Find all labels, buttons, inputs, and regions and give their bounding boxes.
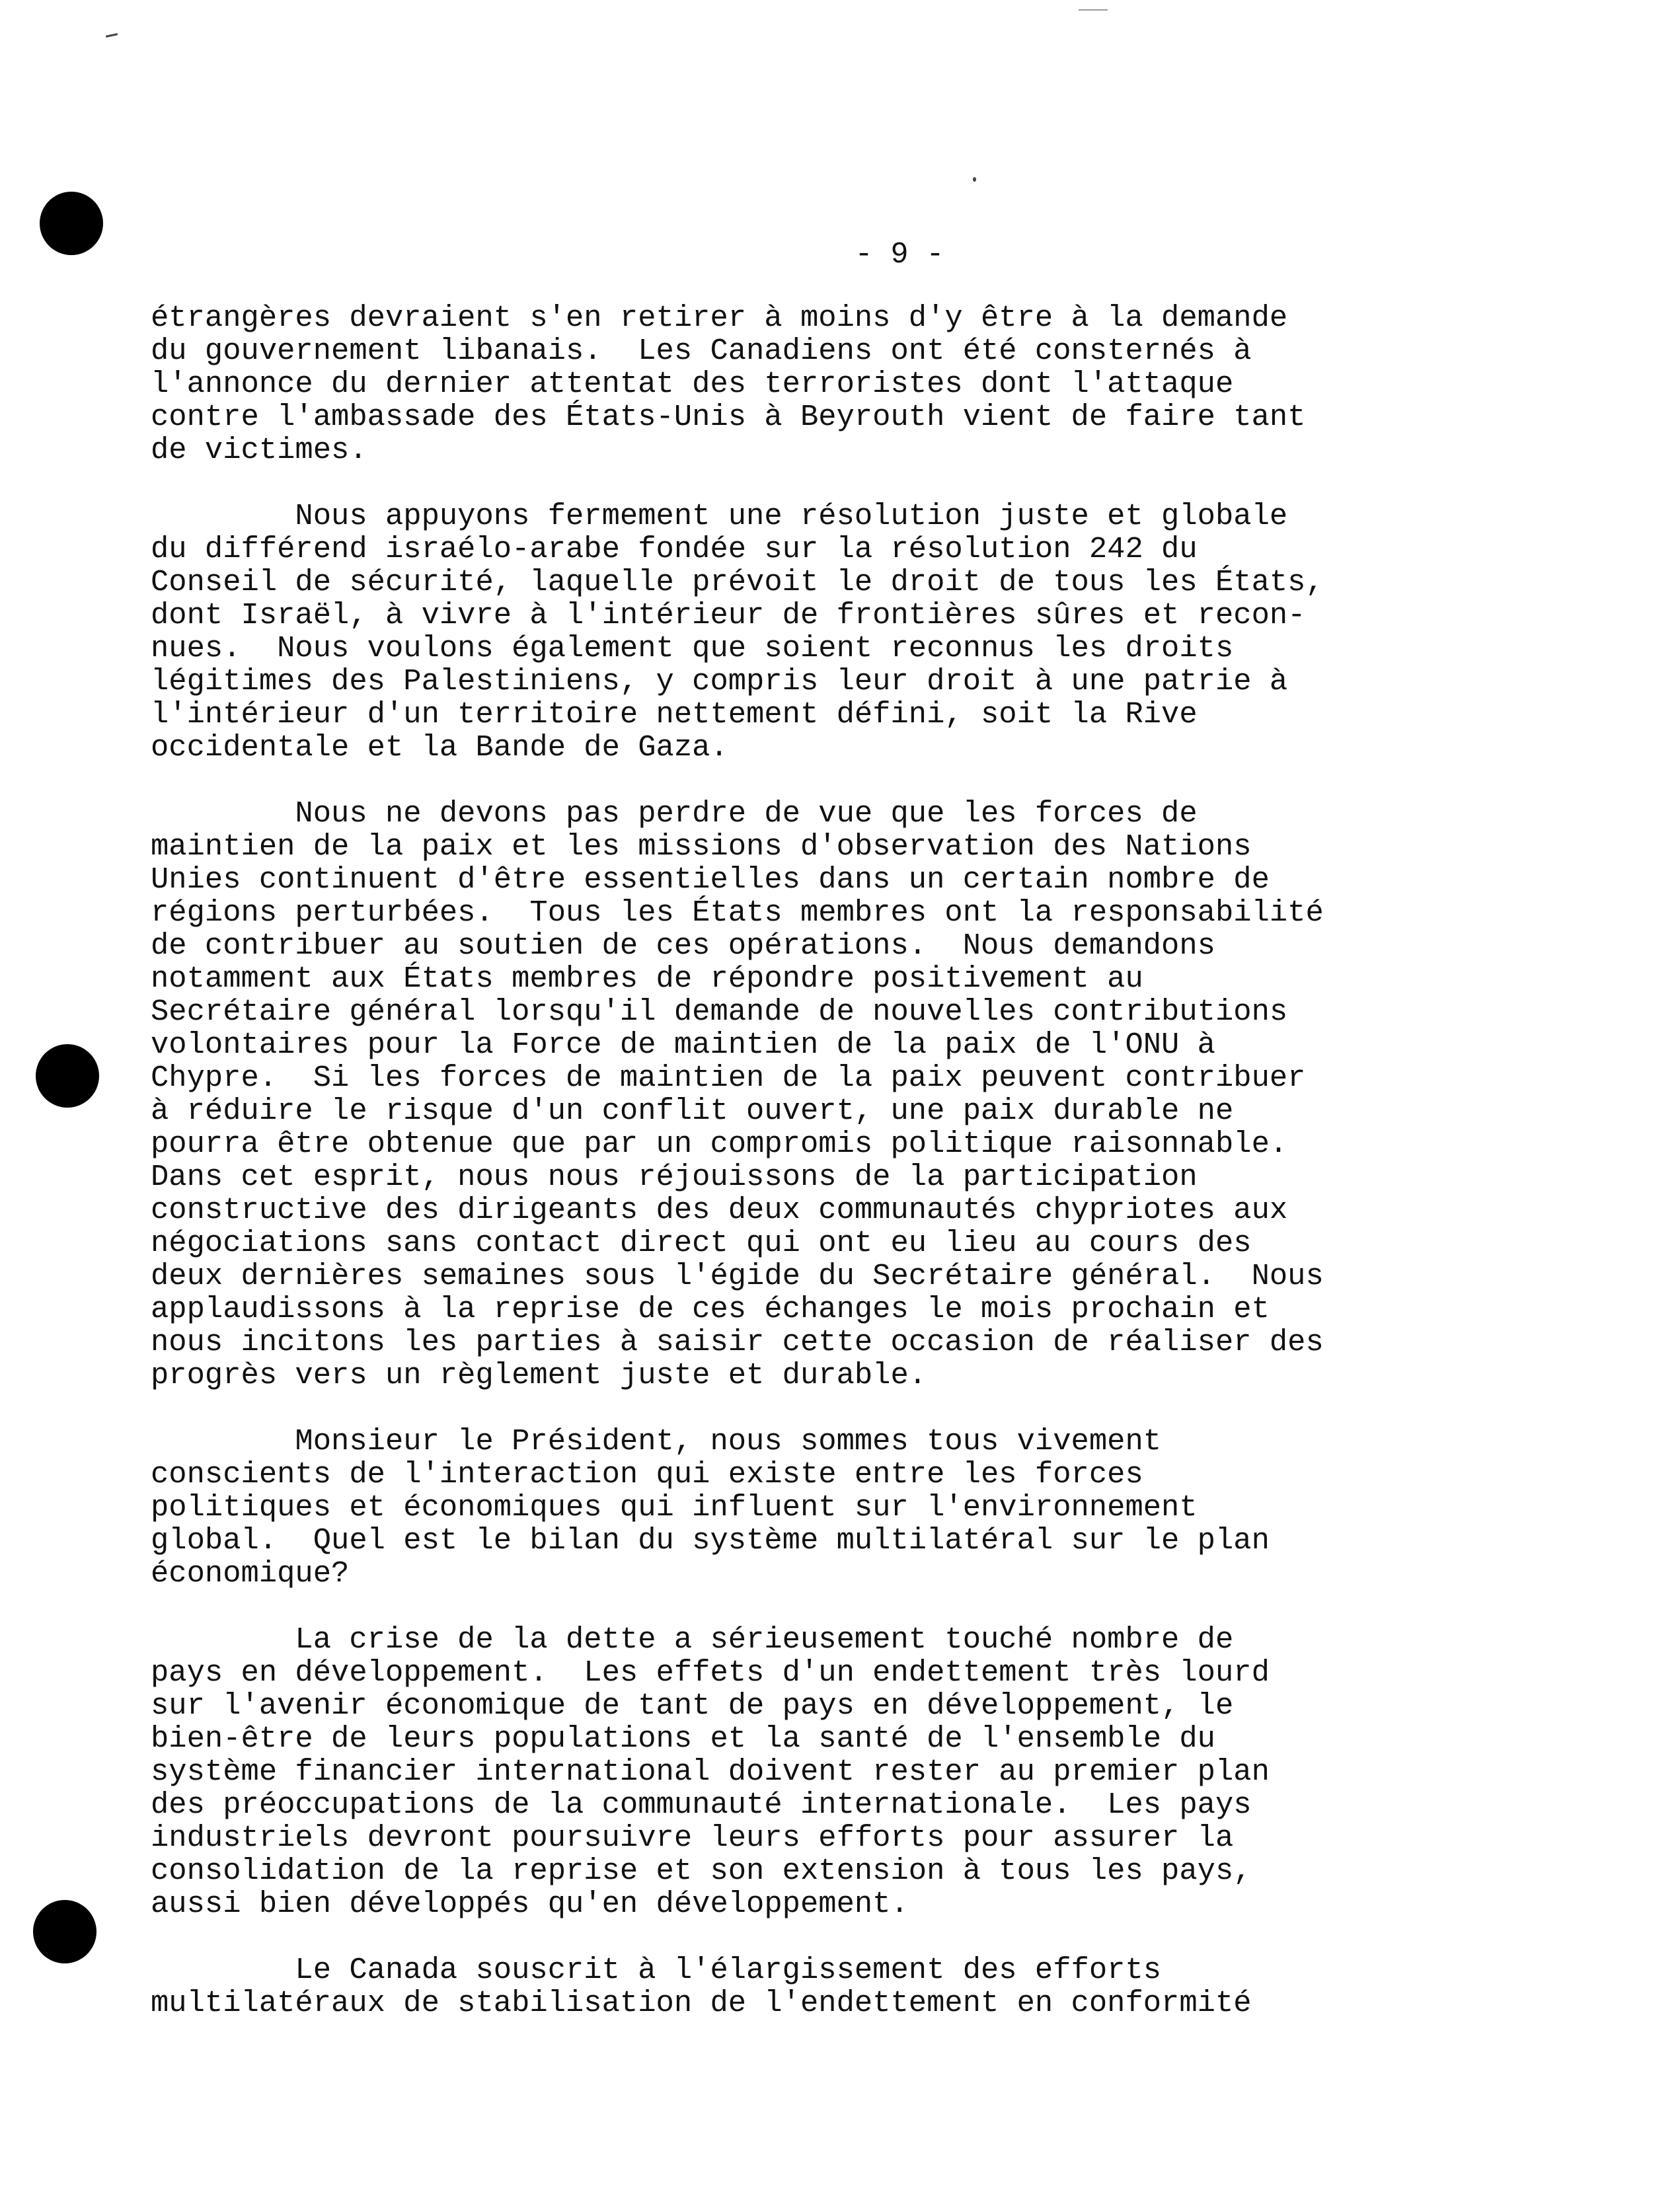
text-line: occidentale et la Bande de Gaza. xyxy=(151,730,728,765)
text-line: des préoccupations de la communauté internationale. Les pays xyxy=(151,1788,1252,1822)
text-line: aussi bien développés qu'en développement. xyxy=(151,1887,909,1921)
scan-speck xyxy=(106,33,118,38)
text-line: Conseil de sécurité, laquelle prévoit le droit de tous les États, xyxy=(151,565,1324,599)
text-line: Dans cet esprit, nous nous réjouissons de la participation xyxy=(151,1160,1198,1194)
text-line: système financier international doivent rester au premier plan xyxy=(151,1755,1270,1789)
text-line: applaudissons à la reprise de ces échanges le mois prochain et xyxy=(151,1292,1270,1326)
text-line: Le Canada souscrit à l'élargissement des efforts xyxy=(151,1953,1162,1987)
text-line: multilatéraux de stabilisation de l'endettement en conformité xyxy=(151,1986,1252,2020)
text-line: dont Israël, à vivre à l'intérieur de frontières sûres et recon- xyxy=(151,598,1306,632)
text-line: nous incitons les parties à saisir cette occasion de réaliser des xyxy=(151,1325,1324,1359)
text-line: légitimes des Palestiniens, y compris leur droit à une patrie à xyxy=(151,664,1288,699)
text-line: Chypre. Si les forces de maintien de la paix peuvent contribuer xyxy=(151,1061,1306,1095)
text-line: économique? xyxy=(151,1556,350,1591)
text-line: maintien de la paix et les missions d'observation des Nations xyxy=(151,829,1252,864)
text-line: politiques et économiques qui influent sur l'environnement xyxy=(151,1490,1198,1525)
text-line: l'intérieur d'un territoire nettement défini, soit la Rive xyxy=(151,697,1198,732)
text-line: à réduire le risque d'un conflit ouvert, une paix durable ne xyxy=(151,1094,1234,1128)
text-line: l'annonce du dernier attentat des terroristes dont l'attaque xyxy=(151,367,1234,401)
punch-hole xyxy=(33,1900,96,1963)
text-line: global. Quel est le bilan du système multilatéral sur le plan xyxy=(151,1523,1270,1558)
paragraph xyxy=(151,1623,1479,1920)
text-line: de contribuer au soutien de ces opérations. Nous demandons xyxy=(151,929,1215,963)
paragraph xyxy=(151,1425,1479,1590)
body-text xyxy=(151,301,1479,2053)
text-line: Nous ne devons pas perdre de vue que les forces de xyxy=(151,796,1198,831)
text-line: négociations sans contact direct qui ont eu lieu au cours des xyxy=(151,1226,1252,1260)
paragraph xyxy=(151,1953,1479,2020)
text-line: volontaires pour la Force de maintien de la paix de l'ONU à xyxy=(151,1028,1215,1062)
text-line: consolidation de la reprise et son extension à tous les pays, xyxy=(151,1854,1252,1888)
punch-hole xyxy=(36,1044,99,1108)
text-line: Unies continuent d'être essentielles dans un certain nombre de xyxy=(151,862,1270,897)
text-line: contre l'ambassade des États-Unis à Beyrouth vient de faire tant xyxy=(151,400,1306,434)
paragraph xyxy=(151,500,1479,764)
text-line: nues. Nous voulons également que soient reconnus les droits xyxy=(151,631,1234,665)
text-line: bien-être de leurs populations et la santé de l'ensemble du xyxy=(151,1722,1215,1756)
text-line: notamment aux États membres de répondre positivement au xyxy=(151,962,1143,996)
scan-speck xyxy=(1079,9,1108,11)
scan-speck xyxy=(973,177,976,182)
text-line: sur l'avenir économique de tant de pays en développement, le xyxy=(151,1688,1234,1723)
text-line: pourra être obtenue que par un compromis politique raisonnable. xyxy=(151,1127,1288,1161)
text-line: étrangères devraient s'en retirer à moins d'y être à la demande xyxy=(151,301,1288,335)
text-line: deux dernières semaines sous l'égide du Secrétaire général. Nous xyxy=(151,1259,1324,1293)
text-line: régions perturbées. Tous les États membres ont la responsabilité xyxy=(151,895,1324,930)
text-line: progrès vers un règlement juste et durable. xyxy=(151,1358,927,1392)
page-number: - 9 - xyxy=(855,238,944,272)
text-line: conscients de l'interaction qui existe entre les forces xyxy=(151,1457,1143,1492)
text-line: industriels devront poursuivre leurs efforts pour assurer la xyxy=(151,1821,1234,1855)
text-line: du différend israélo-arabe fondée sur la résolution 242 du xyxy=(151,532,1198,566)
paragraph xyxy=(151,301,1479,467)
text-line: La crise de la dette a sérieusement touché nombre de xyxy=(151,1622,1234,1657)
text-line: Monsieur le Président, nous sommes tous vivement xyxy=(151,1424,1162,1459)
paragraph xyxy=(151,797,1479,1392)
text-line: Nous appuyons fermement une résolution juste et globale xyxy=(151,499,1288,533)
text-line: Secrétaire général lorsqu'il demande de nouvelles contributions xyxy=(151,995,1288,1029)
text-line: constructive des dirigeants des deux communautés chypriotes aux xyxy=(151,1193,1288,1227)
text-line: de victimes. xyxy=(151,433,367,467)
text-line: pays en développement. Les effets d'un endettement très lourd xyxy=(151,1655,1270,1690)
text-line: du gouvernement libanais. Les Canadiens ont été consternés à xyxy=(151,334,1252,368)
